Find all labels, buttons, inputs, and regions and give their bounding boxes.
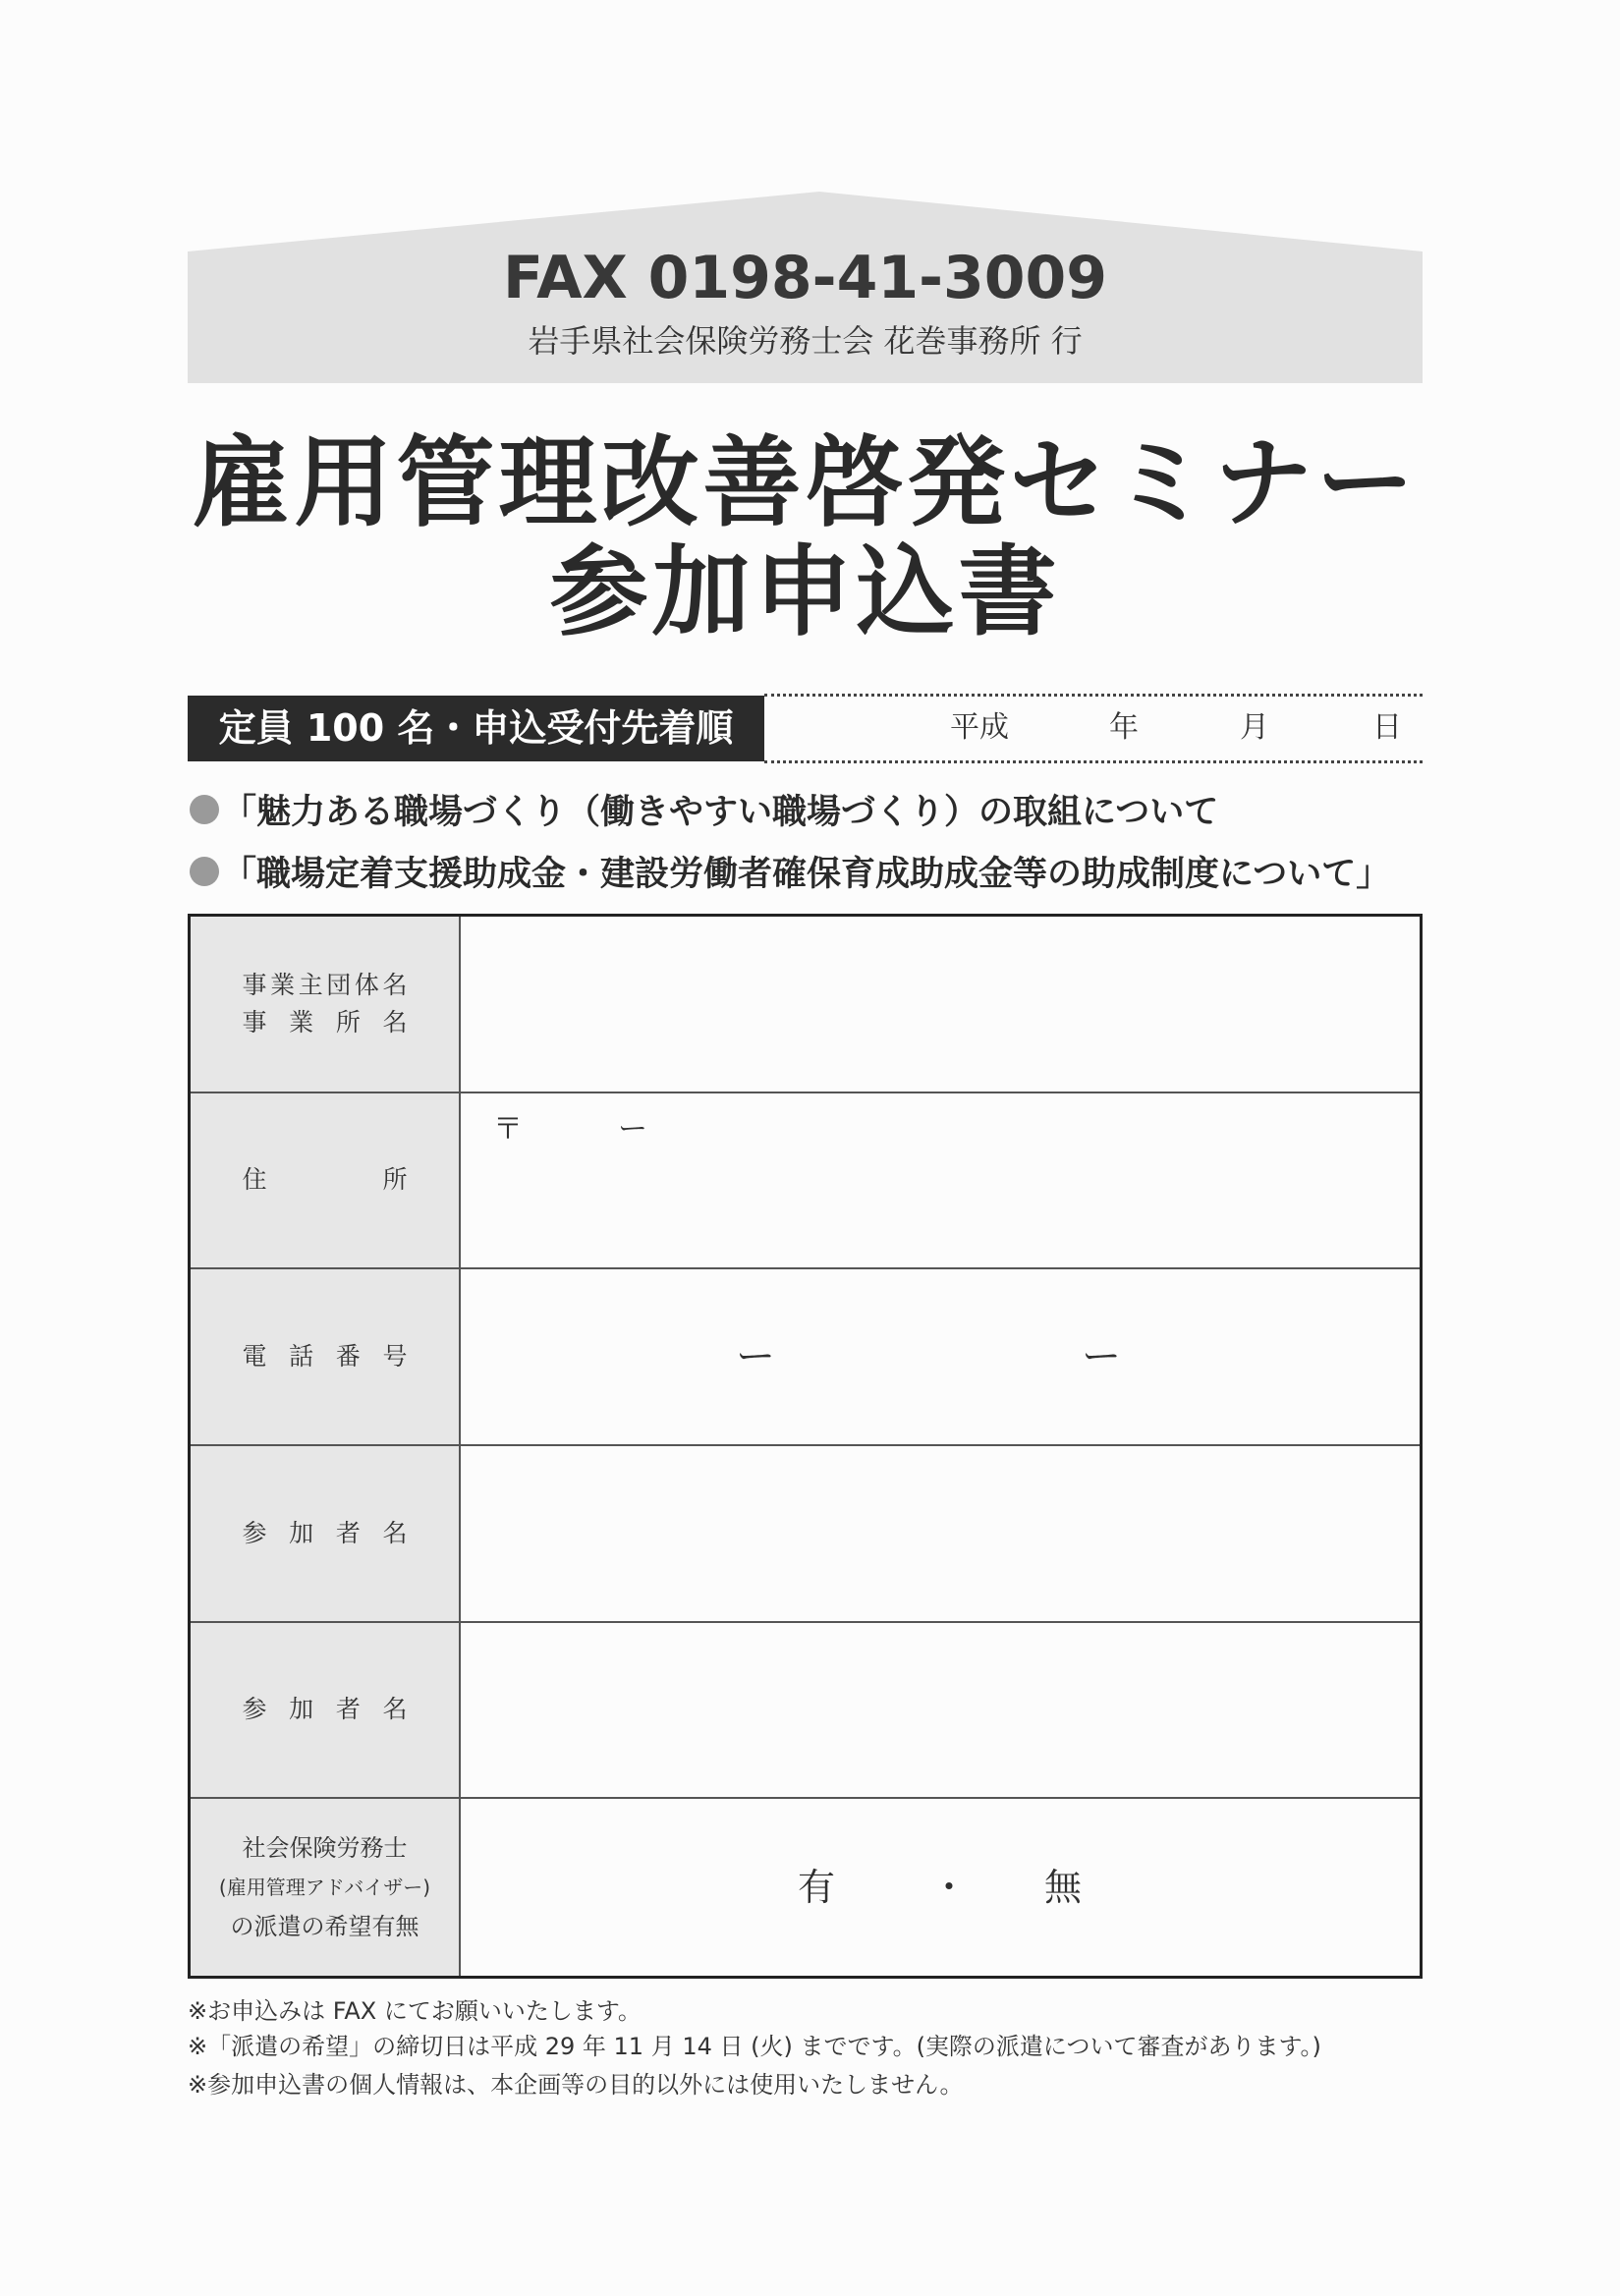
date-year: 年	[1109, 710, 1139, 745]
office-name-label: 事 業 所 名	[242, 1007, 408, 1036]
phone-separator: ー	[1082, 1334, 1121, 1380]
dispatch-option-separator: ・	[930, 1866, 969, 1910]
business-name-label-cell	[191, 917, 461, 1093]
phone-separator: ー	[736, 1334, 775, 1380]
date-day: 日	[1372, 710, 1402, 745]
bullet-circle-icon	[190, 795, 219, 824]
address-label-char: 住	[242, 1165, 267, 1195]
business-name-label: 事業主団体名	[242, 970, 408, 999]
dispatch-option-yes: 有	[798, 1866, 836, 1910]
topic-item	[190, 846, 1423, 897]
dispatch-option-no: 無	[1044, 1866, 1083, 1910]
dispatch-label-line: 社会保険労務士	[242, 1834, 408, 1863]
fax-recipient: 岩手県社会保険労務士会 花巻事務所 行	[528, 322, 1083, 360]
address-label-char: 所	[382, 1165, 408, 1195]
page-subtitle: 参加申込書	[549, 534, 1061, 649]
participant-label: 参 加 者 名	[242, 1695, 408, 1724]
business-name-field	[461, 917, 1420, 1093]
postal-mark-icon: 〒	[493, 1111, 523, 1147]
capacity-badge: 定員 100 名・申込受付先着順	[188, 696, 764, 761]
footnote: ※お申込みは FAX にてお願いいたします。	[188, 1997, 642, 2025]
participant-field	[461, 1623, 1420, 1800]
fax-number: FAX 0198-41-3009	[503, 244, 1107, 312]
bullet-circle-icon	[190, 857, 219, 886]
page-title: 雇用管理改善啓発セミナー	[192, 425, 1419, 540]
address-label-cell	[191, 1093, 461, 1270]
dispatch-label-cell	[191, 1799, 461, 1976]
footnote: ※参加申込書の個人情報は、本企画等の目的以外には使用いたしません。	[188, 2071, 964, 2099]
topic-text: 「魅力ある職場づくり（働きやすい職場づくり）の取組について	[222, 793, 1219, 832]
address-label	[243, 1161, 408, 1199]
application-form-table	[188, 914, 1423, 1979]
topic-item	[190, 784, 1423, 835]
footnote: ※「派遣の希望」の締切日は平成 29 年 11 月 14 日 (火) までです。(実際の派遣について審査があります。)	[188, 2033, 1321, 2060]
postal-code-separator: ー	[618, 1111, 647, 1147]
phone-label-cell	[191, 1269, 461, 1446]
phone-label: 電 話 番 号	[242, 1342, 408, 1372]
date-era: 平成	[950, 710, 1009, 745]
phone-field	[461, 1269, 1420, 1446]
participant-label: 参 加 者 名	[242, 1518, 408, 1547]
participant-field	[461, 1446, 1420, 1623]
date-month: 月	[1240, 710, 1269, 745]
participant-label-cell	[191, 1623, 461, 1800]
topic-text: 「職場定着支援助成金・建設労働者確保育成助成金等の助成制度について」	[222, 855, 1391, 894]
dispatch-label-line: の派遣の希望有無	[230, 1913, 419, 1941]
address-field	[461, 1093, 1420, 1270]
dispatch-field	[461, 1799, 1420, 1976]
participant-label-cell	[191, 1446, 461, 1623]
dispatch-label-line: (雇用管理アドバイザー)	[218, 1876, 431, 1900]
